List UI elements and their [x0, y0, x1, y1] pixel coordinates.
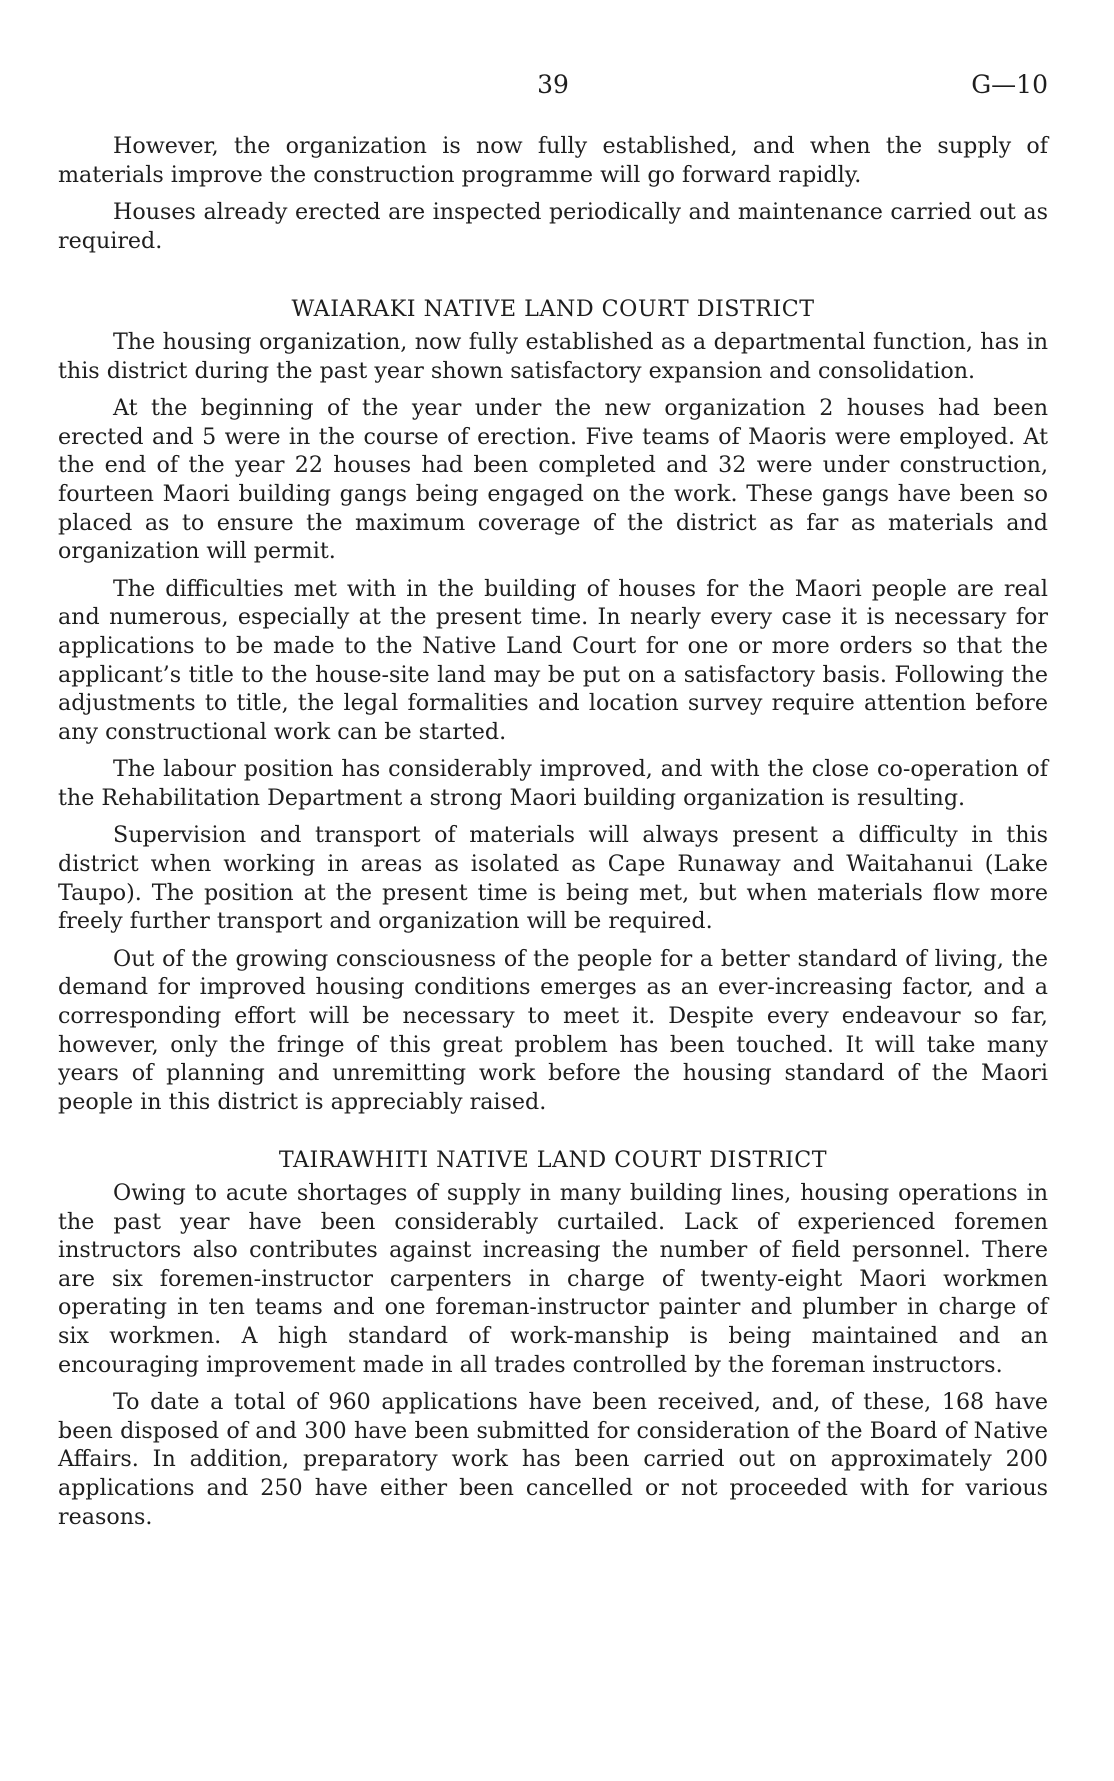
paragraph: The housing organization, now fully established as a departmental function, has in this district during the past year shown satisfactory expansion and consolidation.: [58, 328, 1048, 384]
paragraph: To date a total of 960 applications have been received, and, of these, 168 have been disposed of and 300 have been submitted for consideration of the Board of Native Affairs. In addition, preparatory work has been carried out on approximately 200 applications and 250 have either been cancelled or not proceeded with for various reasons.: [58, 1389, 1048, 1530]
page-number: 39: [537, 70, 569, 99]
paragraph: Supervision and transport of materials will always present a difficulty in this district when working in areas as isolated as Cape Runaway and Waitahanui (Lake Taupo). The position at the present time is being met, but when materials flow more freely further transport and organization will be required.: [58, 822, 1048, 935]
paragraph: However, the organization is now fully established, and when the supply of materials improve the construction programme will go forward rapidly.: [58, 133, 1048, 188]
page-header: [58, 68, 1048, 102]
section-heading-tairawhiti: TAIRAWHITI NATIVE LAND COURT DISTRICT: [278, 1147, 828, 1174]
paragraph: Owing to acute shortages of supply in many building lines, housing operations in the past year have been considerably curtailed. Lack of experienced foremen instructors also contributes against increasing the number of field personnel. There are six foremen-instructor carpenters in charge of twenty-eight Maori workmen operating in ten teams and one foreman-instructor painter and plumber in charge of six workmen. A high standard of work-manship is being maintained and an encouraging improvement made in all trades controlled by the foreman instructors.: [58, 1180, 1048, 1378]
paragraph: Houses already erected are inspected periodically and maintenance carried out as required.: [58, 199, 1048, 254]
paragraph: The difficulties met with in the building of houses for the Maori people are real and numerous, especially at the present time. In nearly every case it is necessary for applications to be made to the Native Land Court for one or more orders so that the applicant’s title to the house-site land may be put on a satisfactory basis. Following the adjustments to title, the legal formalities and location survey require attention before any constructional work can be started.: [58, 575, 1048, 745]
paragraph: The labour position has considerably improved, and with the close co-operation of the Rehabilitation Department a strong Maori building organization is resulting.: [58, 756, 1048, 811]
report-code: G—10: [971, 70, 1048, 99]
paragraph: At the beginning of the year under the new organization 2 houses had been erected and 5 were in the course of erection. Five teams of Maoris were employed. At the end of the year 22 houses had been completed and 32 were under construction, fourteen Maori building gangs being engaged on the work. These gangs have been so placed as to ensure the maximum coverage of the district as far as materials and organization will permit.: [58, 395, 1048, 565]
paragraph: Out of the growing consciousness of the people for a better standard of living, the demand for improved housing conditions emerges as an ever-increasing factor, and a corresponding effort will be necessary to meet it. Despite every endeavour so far, however, only the fringe of this great problem has been touched. It will take many years of planning and unremitting work before the housing standard of the Maori people in this district is appreciably raised.: [58, 945, 1048, 1115]
section-heading-waiariki: WAIARAKI NATIVE LAND COURT DISTRICT: [291, 296, 815, 323]
body-text: [58, 132, 1048, 1540]
